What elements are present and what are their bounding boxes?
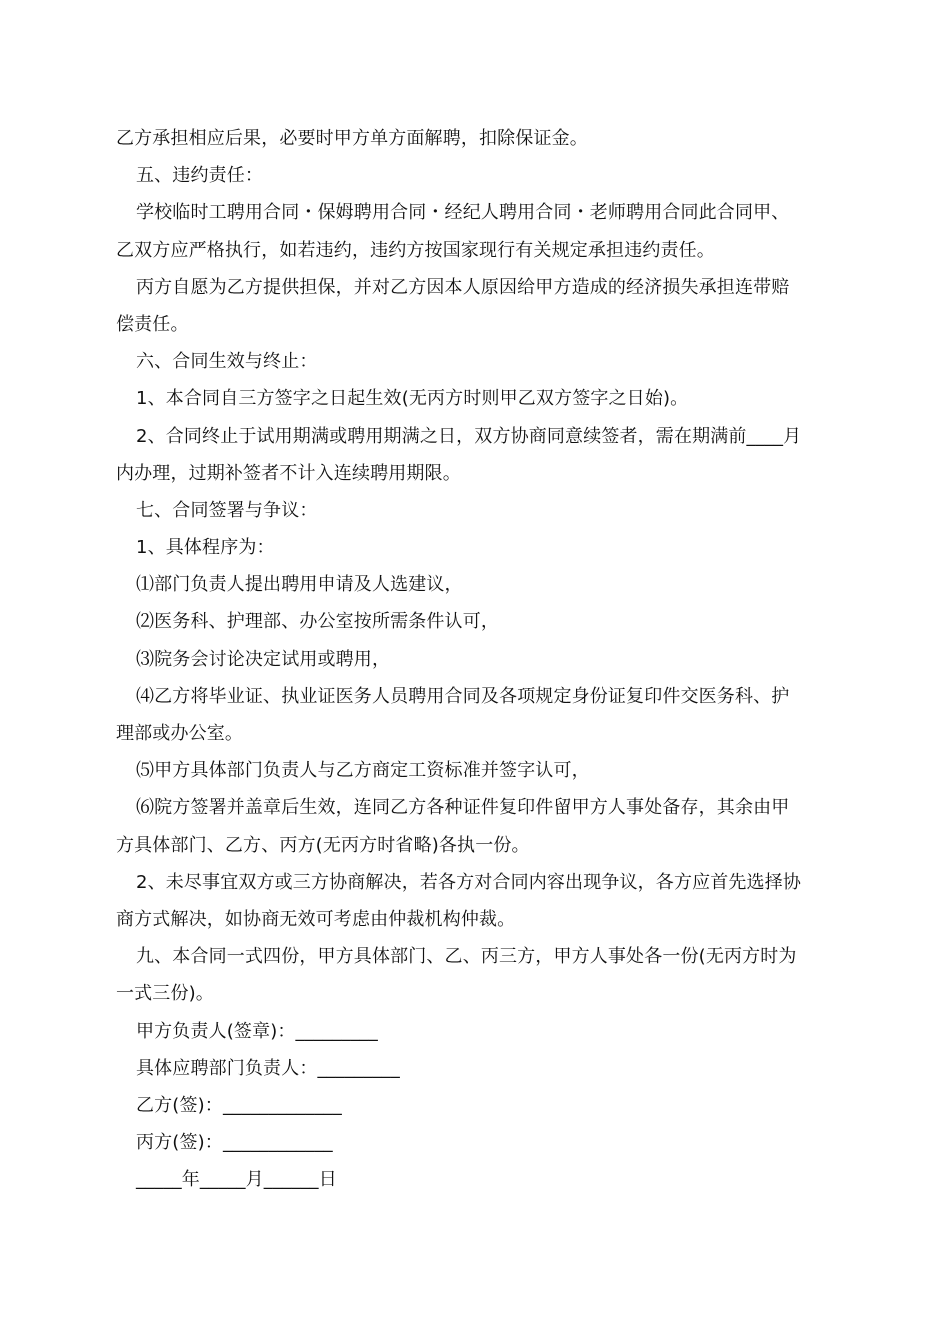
text-line: 内办理，过期补签者不计入连续聘用期限。	[116, 462, 461, 484]
list-item: ⑷乙方将毕业证、执业证医务人员聘用合同及各项规定身份证复印件交医务科、护	[136, 685, 790, 707]
text-line: 1、具体程序为：	[136, 537, 275, 559]
text-line: 理部或办公室。	[116, 723, 244, 744]
date-line: _____年_____月______日	[136, 1169, 337, 1191]
list-item: ⑹院方签署并盖章后生效，连同乙方各种证件复印件留甲方人事处备存，其余由甲	[136, 797, 790, 819]
signature-line-party-a: 甲方负责人(签章)：_________	[136, 1020, 378, 1042]
signature-line-department-head: 具体应聘部门负责人：_________	[136, 1057, 400, 1079]
section-heading-effect-termination: 六、合同生效与终止：	[136, 351, 318, 373]
text-line: 丙方自愿为乙方提供担保，并对乙方因本人原因给甲方造成的经济损失承担连带赔	[136, 276, 790, 298]
text-line: 一式三份)。	[116, 983, 214, 1005]
section-heading-signing-disputes: 七、合同签署与争议：	[136, 499, 318, 521]
text-line: 2、合同终止于试用期满或聘用期满之日，双方协商同意续签者，需在期满前____月	[136, 425, 802, 447]
section-heading-breach-liability: 五、违约责任：	[136, 165, 264, 187]
text-line: 偿责任。	[116, 313, 189, 335]
text-line: 方具体部门、乙方、丙方(无丙方时省略)各执一份。	[116, 834, 530, 856]
text-line: 1、本合同自三方签字之日起生效(无丙方时则甲乙双方签字之日始)。	[136, 388, 689, 410]
list-item: ⑵医务科、护理部、办公室按所需条件认可，	[136, 611, 499, 633]
signature-line-party-b: 乙方(签)：_____________	[136, 1094, 342, 1116]
list-item: ⑸甲方具体部门负责人与乙方商定工资标准并签字认可，	[136, 760, 590, 782]
text-line: 乙方承担相应后果，必要时甲方单方面解聘，扣除保证金。	[116, 128, 588, 149]
list-item: ⑶院务会讨论决定试用或聘用，	[136, 648, 391, 670]
text-line: 九、本合同一式四份，甲方具体部门、乙、丙三方，甲方人事处各一份(无丙方时为	[136, 946, 797, 968]
text-line: 学校临时工聘用合同・保姆聘用合同・经纪人聘用合同・老师聘用合同此合同甲、	[136, 202, 790, 224]
signature-line-party-c: 丙方(签)：____________	[136, 1132, 333, 1154]
list-item: ⑴部门负责人提出聘用申请及人选建议，	[136, 574, 463, 596]
text-line: 商方式解决，如协商无效可考虑由仲裁机构仲裁。	[116, 908, 516, 930]
text-line: 乙双方应严格执行，如若违约，违约方按国家现行有关规定承担违约责任。	[116, 239, 715, 261]
contract-body	[116, 120, 836, 1198]
text-line: 2、未尽事宜双方或三方协商解决，若各方对合同内容出现争议，各方应首先选择协	[136, 871, 801, 893]
